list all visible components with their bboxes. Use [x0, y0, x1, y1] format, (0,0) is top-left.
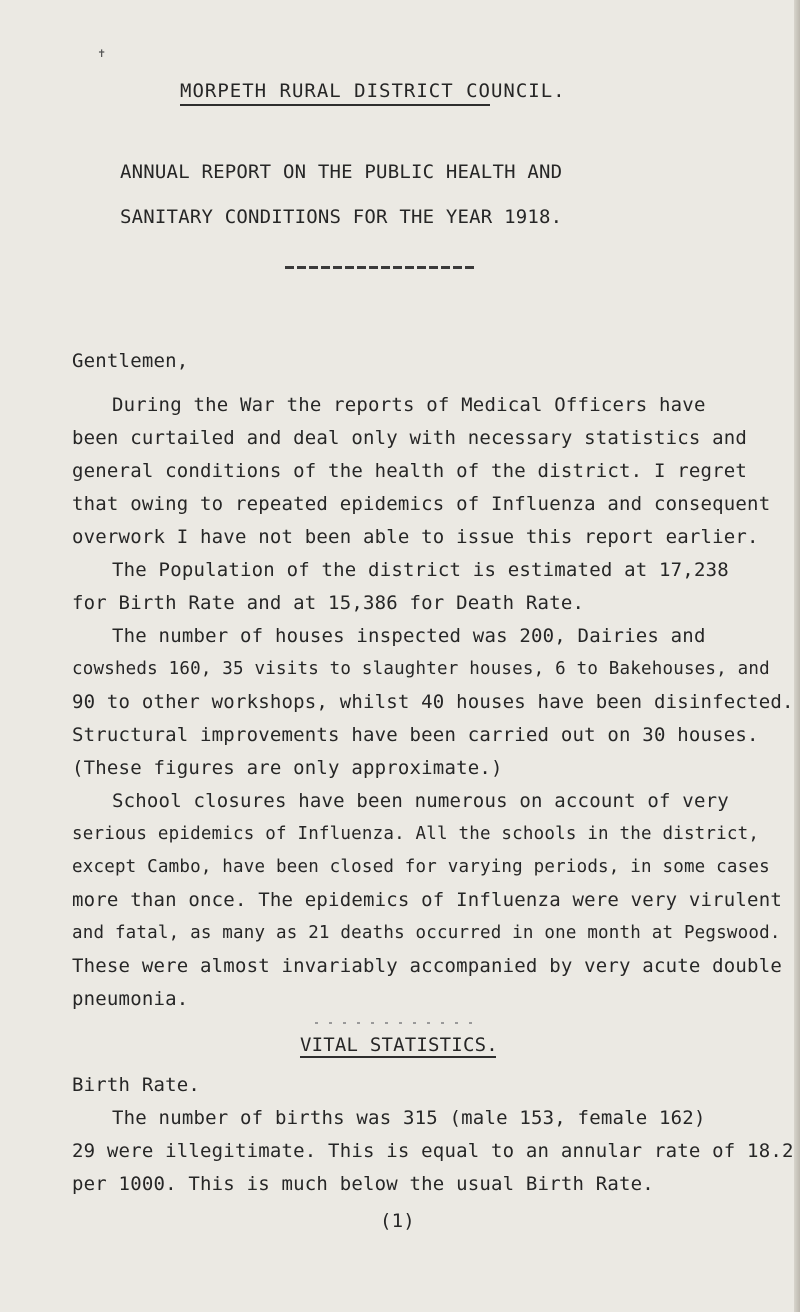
paragraph-line: cowsheds 160, 35 visits to slaughter houses, 6 to Bakehouses, and: [72, 659, 770, 679]
paragraph-line: more than once. The epidemics of Influenza were very virulent: [72, 889, 782, 911]
paragraph-line: been curtailed and deal only with necessary statistics and: [72, 427, 748, 449]
paragraph-line: (These figures are only approximate.): [72, 757, 503, 779]
paragraph-line: that owing to repeated epidemics of Influenza and consequent: [72, 493, 771, 515]
paragraph-line: and fatal, as many as 21 deaths occurred in one month at Pegswood.: [72, 923, 781, 943]
title-separator: [285, 266, 475, 269]
paragraph-line: per 1000. This is much below the usual Birth Rate.: [72, 1173, 654, 1195]
vital-statistics-heading: VITAL STATISTICS.: [300, 1034, 498, 1056]
paragraph-line: serious epidemics of Influenza. All the schools in the district,: [72, 824, 760, 844]
paragraph-line: The number of houses inspected was 200, Dairies and: [112, 625, 706, 647]
paragraph-line: 29 were illegitimate. This is equal to an annular rate of 18.2: [72, 1140, 794, 1162]
report-title-line-1: ANNUAL REPORT ON THE PUBLIC HEALTH AND: [120, 161, 563, 183]
vital-statistics-underline: [300, 1056, 496, 1058]
birth-rate-subheading: Birth Rate.: [72, 1074, 201, 1096]
paragraph-line: During the War the reports of Medical Officers have: [112, 394, 706, 416]
paragraph-line: School closures have been numerous on account of very: [112, 790, 729, 812]
page-number: (1): [380, 1210, 415, 1232]
section-dot-rule: [315, 1022, 475, 1024]
council-heading-underline: [180, 104, 490, 106]
salutation: Gentlemen,: [72, 350, 189, 372]
paragraph-line: The Population of the district is estimated at 17,238: [112, 559, 729, 581]
council-heading: MORPETH RURAL DISTRICT COUNCIL.: [180, 80, 566, 102]
paragraph-line: general conditions of the health of the district. I regret: [72, 460, 748, 482]
paragraph-line: overwork I have not been able to issue this report earlier.: [72, 526, 759, 548]
report-title-line-2: SANITARY CONDITIONS FOR THE YEAR 1918.: [120, 206, 563, 228]
paragraph-line: These were almost invariably accompanied by very acute double: [72, 955, 782, 977]
paragraph-line: for Birth Rate and at 15,386 for Death Rate.: [72, 592, 585, 614]
paragraph-line: 90 to other workshops, whilst 40 houses have been disinfected.: [72, 691, 794, 713]
paragraph-line: Structural improvements have been carried out on 30 houses.: [72, 724, 759, 746]
paragraph-line: The number of births was 315 (male 153, female 162): [112, 1107, 706, 1129]
stray-mark: ✝: [98, 46, 106, 60]
paragraph-line: except Cambo, have been closed for varying periods, in some cases: [72, 857, 770, 877]
paragraph-line: pneumonia.: [72, 988, 189, 1010]
